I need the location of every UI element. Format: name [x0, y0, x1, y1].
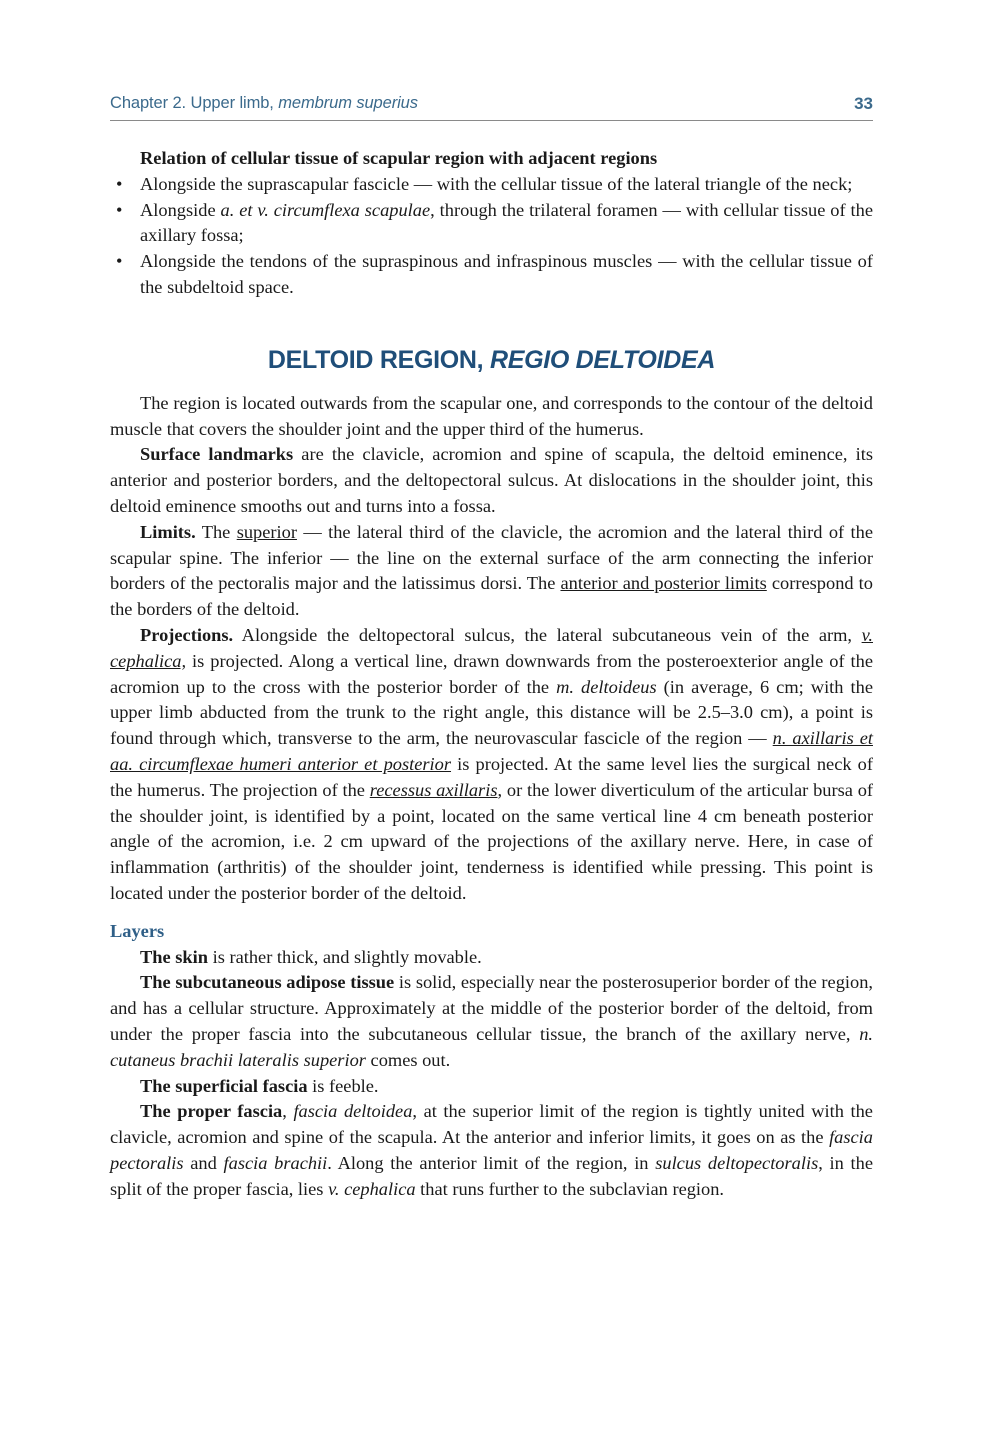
skin-paragraph: The skin is rather thick, and slightly movable.: [140, 946, 482, 967]
subcutaneous-paragraph: The subcutaneous adipose tissue is solid, especially near the posterosuperior border of the region, and has a cellular structure. Approximately at the middle of the posterior border of the deltoid, from under the proper fascia into the subcutaneous cellular tissue, the branch of the axillary nerve, n. cutaneus brachii lateralis superior comes out.: [110, 972, 873, 1070]
bullet-icon: •: [116, 251, 123, 272]
bullet-icon: •: [116, 199, 123, 220]
superficial-fascia-paragraph: The superficial fascia is feeble.: [140, 1075, 379, 1096]
chapter-title: Chapter 2. Upper limb, membrum superius: [110, 94, 418, 112]
proper-fascia-paragraph: The proper fascia, fascia deltoidea, at the superior limit of the region is tightly united with the clavicle, acromion and spine of the scapula. At the anterior and inferior limits, it goes on as the fascia pectoralis and fascia brachii. Along the anterior limit of the region, in sulcus deltopectoralis, in the split of the proper fascia, lies v. cephalica that runs further to the subclavian region.: [110, 1101, 874, 1199]
section-title: DELTOID REGION, REGIO DELTOIDEA: [267, 345, 716, 374]
page-body: [110, 146, 873, 1202]
page-number: 33: [854, 94, 873, 113]
intro-paragraph: The region is located outwards from the scapular one, and corresponds to the contour of the deltoid muscle that covers the shoulder joint and the upper third of the humerus.: [110, 392, 873, 439]
list-item: • Alongside the tendons of the supraspinous and infraspinous muscles — with the cellular tissue of the subdeltoid space.: [116, 251, 873, 297]
layers-heading: Layers: [110, 920, 165, 941]
running-header: [110, 94, 873, 121]
projections-paragraph: Projections. Alongside the deltopectoral sulcus, the lateral subcutaneous vein of the arm, v. cephalica, is projected. Along a vertical line, drawn downwards from the posteroexterior angle of the acromion up to the cross with the posterior border of the m. deltoideus (in average, 6 cm; with the upper limb abducted from the trunk to the right angle, this distance will be 2.5–3.0 cm), a point is found through which, transverse to the arm, the neurovascular fascicle of the region — n. axillaris et aa. circumflexae humeri anterior et posterior is projected. At the same level lies the surgical neck of the humerus. The projection of the recessus axillaris, or the lower diverticulum of the articular bursa of the shoulder joint, is identified by a point, located on the same vertical line 4 cm beneath posterior angle of the acromion, i.e. 2 cm upward of the projections of the axillary nerve. Here, in case of inflammation (arthritis) of the shoulder joint, tenderness is identified while pressing. This point is located under the posterior border of the deltoid.: [110, 624, 874, 903]
list-item: • Alongside a. et v. circumflexa scapulae, through the trilateral foramen — with cellular tissue of the axillary fossa;: [116, 199, 873, 246]
relation-heading: Relation of cellular tissue of scapular region with adjacent regions: [140, 148, 658, 168]
landmarks-paragraph: Surface landmarks are the clavicle, acromion and spine of scapula, the deltoid eminence, its anterior and posterior borders, and the deltopectoral sulcus. At dislocations in the shoulder joint, this deltoid eminence smooths out and turns into a fossa.: [110, 444, 873, 516]
bullet-icon: •: [116, 173, 123, 194]
relation-list: [110, 172, 873, 301]
limits-paragraph: Limits. The superior — the lateral third of the clavicle, the acromion and the lateral third of the scapular spine. The inferior — the line on the external surface of the arm connecting the inferior borders of the pectoralis major and the latissimus dorsi. The anterior and posterior limits correspond to the borders of the deltoid.: [110, 521, 873, 620]
list-item: • Alongside the suprascapular fascicle — with the cellular tissue of the lateral triangle of the neck;: [110, 172, 873, 198]
